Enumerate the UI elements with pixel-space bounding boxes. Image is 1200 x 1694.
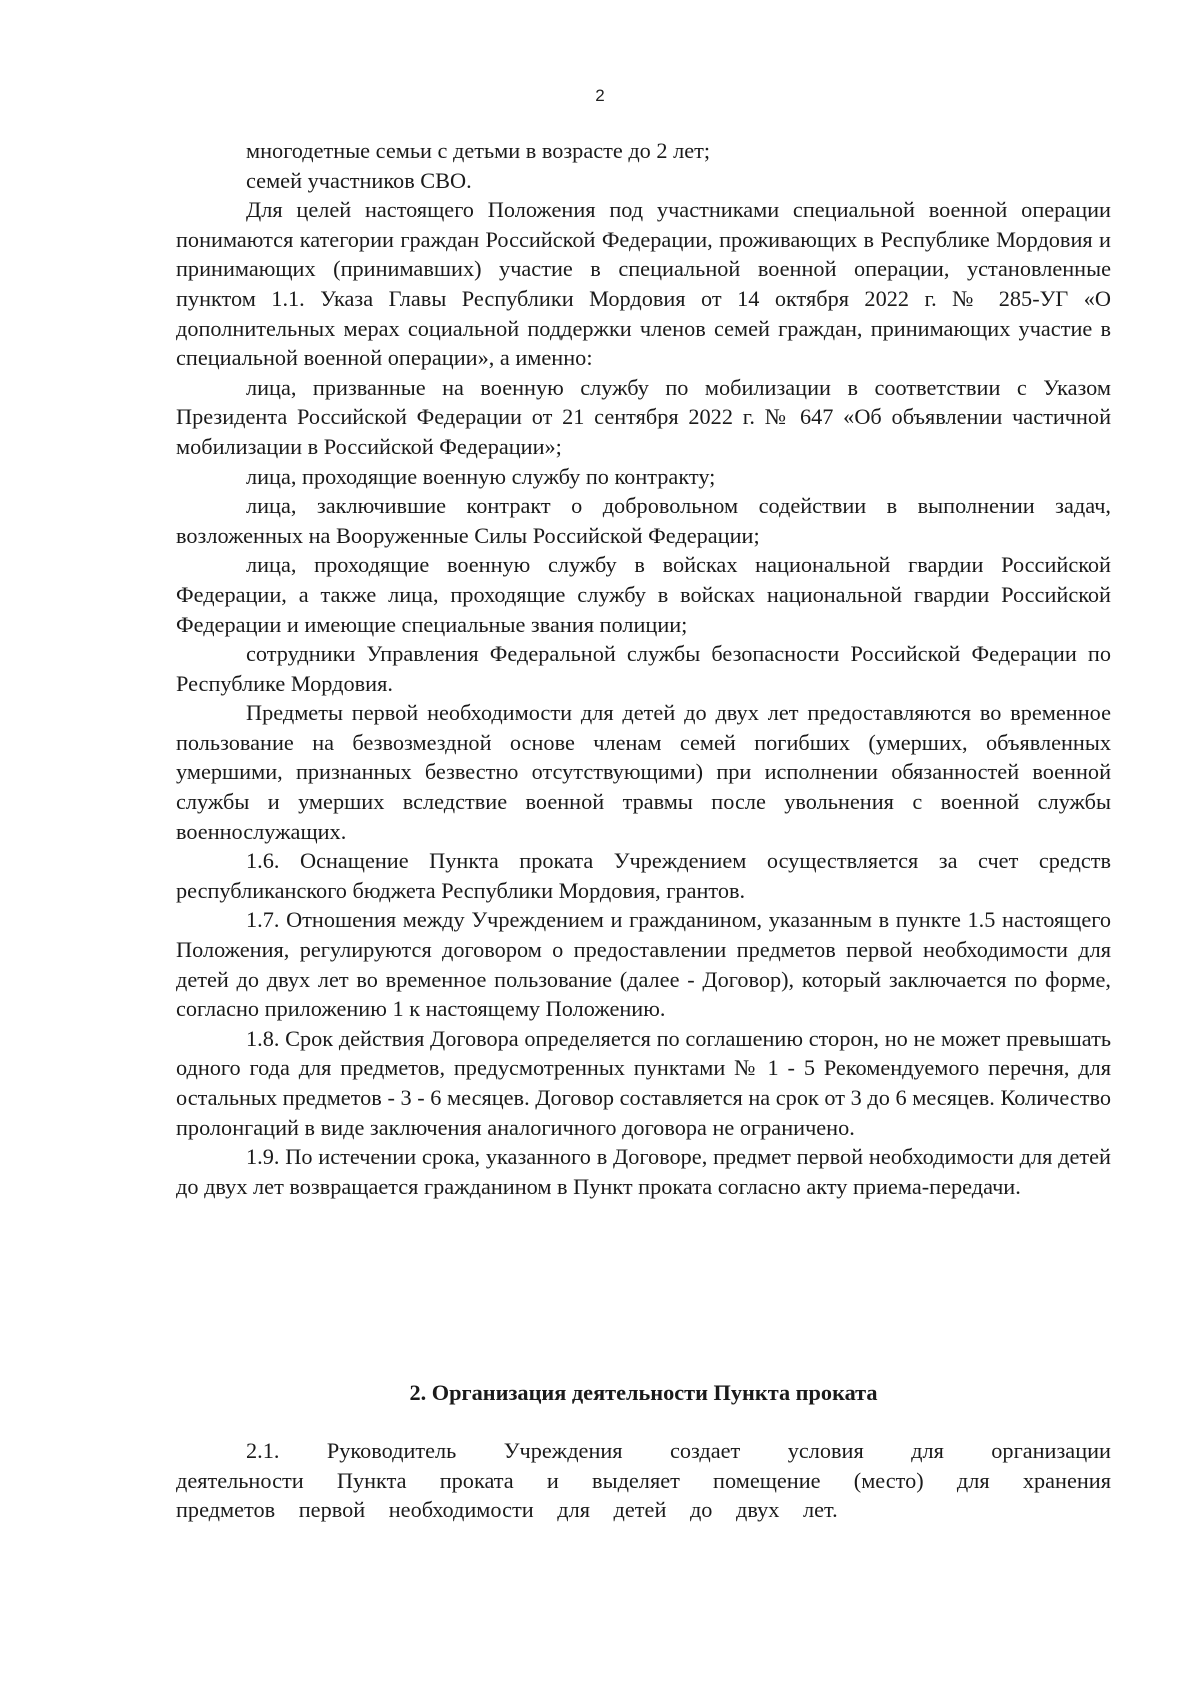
paragraph: 1.6. Оснащение Пункта проката Учреждением осуществляется за счет средств республиканского бюджета Республики Мордовия, грантов. [176,848,1111,903]
paragraph: Для целей настоящего Положения под участниками специальной военной операции понимаются категории граждан Российской Федерации, проживающих в Республике Мордовия и принимающих (принимавших) участие в специальной военной операции, установленные пунктом 1.1. Указа Главы Республики Мордовия от 14 октября 2022 г. № 285-УГ «О дополнительных мерах социальной поддержки членов семей граждан, принимающих участие в специальной военной операции», а именно: [176,197,1111,371]
paragraph: 1.7. Отношения между Учреждением и гражданином, указанным в пункте 1.5 настоящего Положения, регулируются договором о предоставлении предметов первой необходимости для детей до двух лет во временное пользование (далее - Договор), который заключается по форме, согласно приложению 1 к настоящему Положению. [176,907,1111,1022]
paragraph: 2.1. Руководитель Учреждения создает условия для организации деятельности Пункта проката и выделяет помещение (место) для хранения предметов первой необходимости для детей до двух лет. [176,1438,1111,1523]
paragraph: 1.9. По истечении срока, указанного в Договоре, предмет первой необходимости для детей до двух лет возвращается гражданином в Пункт проката согласно акту приема-передачи. [176,1144,1111,1199]
paragraph: 1.8. Срок действия Договора определяется по соглашению сторон, но не может превышать одного года для предметов, предусмотренных пунктами № 1 - 5 Рекомендуемого перечня, для остальных предметов - 3 - 6 месяцев. Договор составляется на срок от 3 до 6 месяцев. Количество пролонгаций в виде заключения аналогичного договора не ограничено. [176,1025,1111,1140]
section-2-body [176,1436,1111,1525]
paragraph: семей участников СВО. [246,167,472,193]
paragraph: лица, проходящие военную службу в войсках национальной гвардии Российской Федерации, а также лица, проходящие службу в войсках национальной гвардии Российской Федерации и имеющие специальные звания полиции; [176,552,1111,637]
paragraph: Предметы первой необходимости для детей до двух лет предоставляются во временное пользование на безвозмездной основе членам семей погибших (умерших, объявленных умершими, признанных безвестно отсутствующими) при исполнении обязанностей военной службы и умерших вследствие военной травмы после увольнения с военной службы военнослужащих. [176,700,1111,844]
paragraph: лица, заключившие контракт о добровольном содействии в выполнении задач, возложенных на Вооруженные Силы Российской Федерации; [176,493,1111,548]
paragraph: многодетные семьи с детьми в возрасте до 2 лет; [246,138,711,163]
paragraph: лица, призванные на военную службу по мобилизации в соответствии с Указом Президента Российской Федерации от 21 сентября 2022 г. № 647 «Об объявлении частичной мобилизации в Российской Федерации»; [176,374,1111,459]
paragraph: лица, проходящие военную службу по контракту; [246,463,716,489]
page-number: 2 [595,86,605,105]
paragraph: сотрудники Управления Федеральной службы безопасности Российской Федерации по Республике Мордовия. [176,641,1111,696]
section-2-heading: 2. Организация деятельности Пункта проката [409,1380,878,1405]
section-1-body [176,136,1111,1201]
